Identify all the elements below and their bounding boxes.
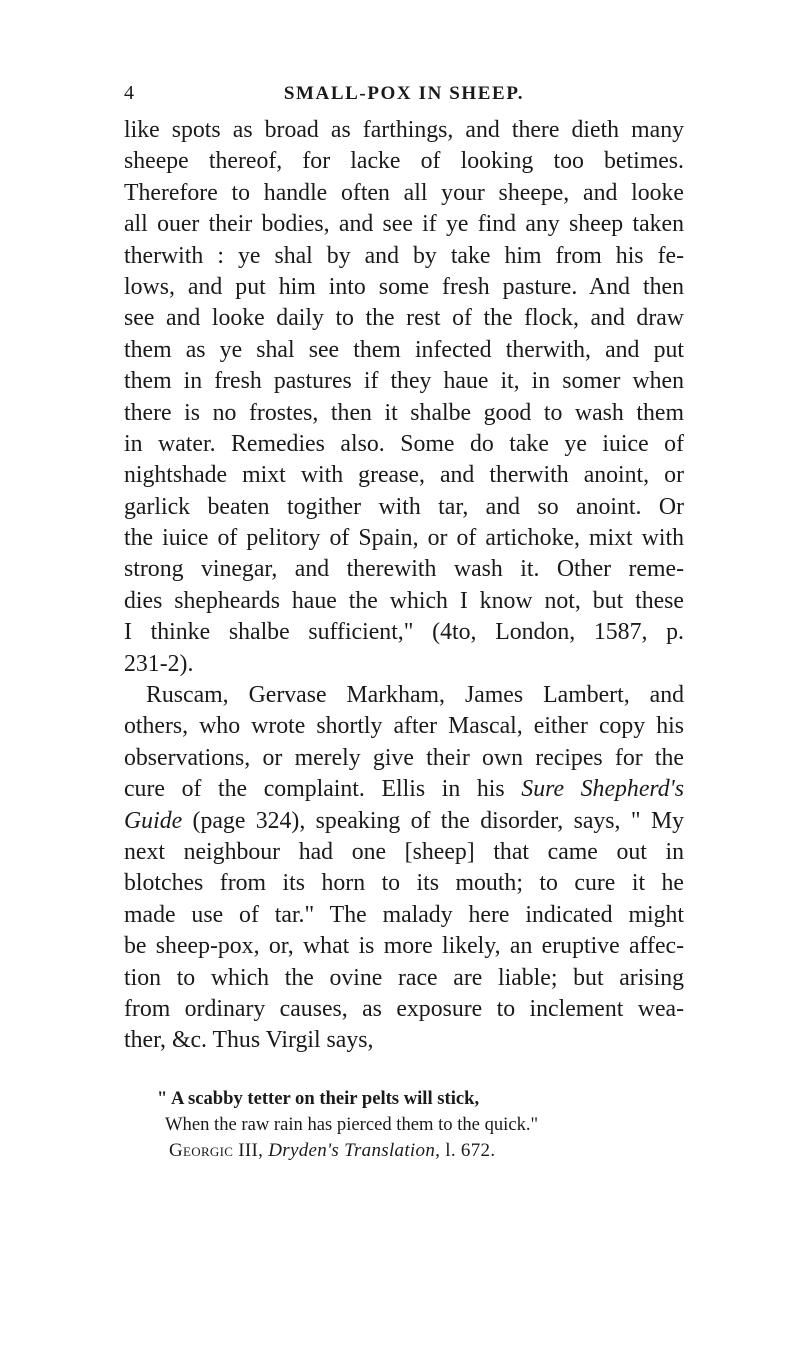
text-line: garlick beaten togither with tar, and so anoint. Or [124, 493, 684, 520]
text-line: there is no frostes, then it shalbe good to wash them [124, 399, 684, 426]
verse-quote [124, 1086, 684, 1164]
text-line: I thinke shalbe sufficient," (4to, London, 1587, p. [124, 619, 684, 646]
text-line: the iuice of pelitory of Spain, or of artichoke, mixt with [124, 525, 684, 552]
book-title: Sure Shepherd's [521, 776, 684, 803]
text-line: them as ye shal see them infected therwith, and put [124, 336, 684, 363]
text-line: others, who wrote shortly after Mascal, either copy his [124, 713, 684, 740]
text-line: all ouer their bodies, and see if ye find any sheep taken [124, 211, 684, 238]
text-line: therwith : ye shal by and by take him from his fe- [124, 242, 684, 269]
page-header [124, 82, 684, 112]
book-title: Guide [124, 807, 183, 834]
citation-line: l. 672. [445, 1140, 496, 1161]
line-text: cure of the complaint. Ellis in his [124, 776, 505, 803]
text-line: in water. Remedies also. Some do take ye iuice of [124, 430, 684, 457]
text-line: nightshade mixt with grease, and therwith anoint, or [124, 462, 684, 489]
text-line: them in fresh pastures if they haue it, in somer when [124, 368, 684, 395]
quote-citation [124, 1138, 684, 1164]
text-line: be sheep-pox, or, what is more likely, an eruptive affec- [124, 933, 684, 960]
quote-line: " A scabby tetter on their pelts will stick, [157, 1088, 480, 1109]
text-line [124, 806, 684, 837]
line-text: (page 324), speaking of the disorder, says, " My [192, 807, 684, 834]
text-line: dies shepheards haue the which I know not, but these [124, 587, 684, 614]
text-line: tion to which the ovine race are liable; but arising [124, 964, 684, 991]
quote-line: When the raw rain has pierced them to the quick." [165, 1114, 539, 1135]
text-line: from ordinary causes, as exposure to inclement wea- [124, 995, 684, 1022]
citation-book: III, [238, 1140, 264, 1161]
text-line: 231-2). [124, 650, 194, 677]
text-line: observations, or merely give their own recipes for the [124, 744, 684, 771]
text-line: next neighbour had one [sheep] that came out in [124, 838, 684, 865]
citation-title: Dryden's Translation, [268, 1140, 441, 1161]
text-line [124, 774, 684, 805]
text-line: blotches from its horn to its mouth; to cure it he [124, 870, 684, 897]
page-number: 4 [124, 82, 134, 104]
text-line: sheepe thereof, for lacke of looking too betimes. [124, 148, 684, 175]
text-line: strong vinegar, and therewith wash it. Other reme- [124, 556, 684, 583]
body-text [124, 115, 684, 1057]
running-title: SMALL-POX IN SHEEP. [283, 83, 525, 104]
text-line: Therefore to handle often all your sheepe, and looke [124, 179, 684, 206]
citation-work: Georgic [169, 1140, 234, 1161]
text-line: see and looke daily to the rest of the flock, and draw [124, 305, 684, 332]
text-line: like spots as broad as farthings, and there dieth many [124, 117, 684, 143]
text-line: ther, &c. Thus Virgil says, [124, 1027, 374, 1054]
text-line: made use of tar." The malady here indicated might [124, 901, 684, 928]
text-line: Ruscam, Gervase Markham, James Lambert, and [146, 682, 684, 709]
text-line: lows, and put him into some fresh pasture. And then [124, 273, 684, 300]
